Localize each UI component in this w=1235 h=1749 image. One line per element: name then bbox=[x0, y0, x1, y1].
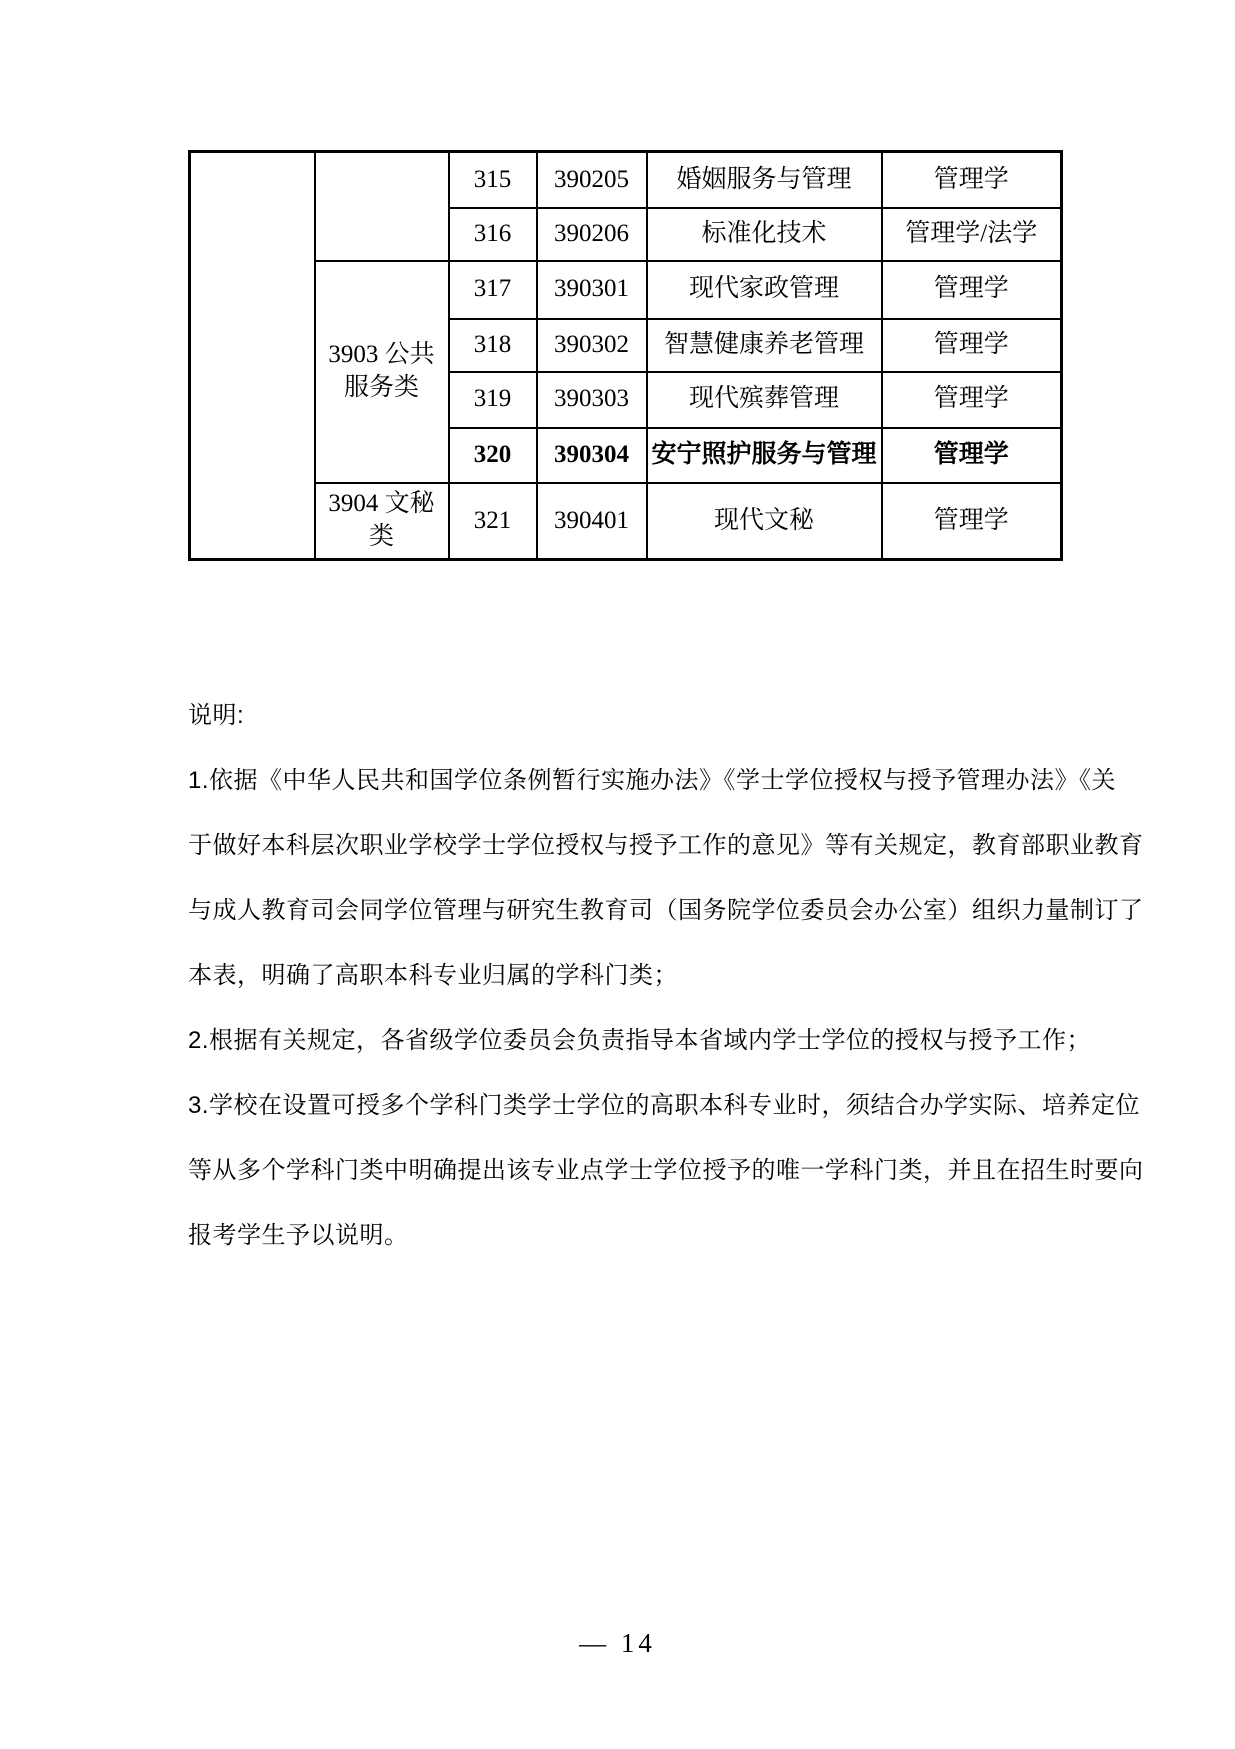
discipline-cell: 管理学 bbox=[882, 319, 1062, 372]
seq-cell: 317 bbox=[449, 261, 537, 319]
note-line: 于做好本科层次职业学校学士学位授权与授予工作的意见》等有关规定，教育部职业教育 bbox=[188, 832, 1144, 859]
discipline-cell: 管理学 bbox=[882, 261, 1062, 319]
code-cell: 390303 bbox=[537, 372, 647, 428]
seq-cell: 321 bbox=[449, 483, 537, 560]
code-cell: 390205 bbox=[537, 152, 647, 208]
discipline-cell: 管理学 bbox=[882, 372, 1062, 428]
seq-cell: 316 bbox=[449, 208, 537, 261]
note-line: 1.依据《中华人民共和国学位条例暂行实施办法》《学士学位授权与授予管理办法》《关 bbox=[188, 767, 1117, 794]
note-line: 报考学生予以说明。 bbox=[188, 1222, 409, 1249]
discipline-cell: 管理学 bbox=[882, 152, 1062, 208]
table-row bbox=[190, 152, 1062, 208]
group-label-line: 3903 公共 bbox=[328, 341, 435, 368]
major-cell: 安宁照护服务与管理 bbox=[647, 428, 882, 483]
seq-cell: 315 bbox=[449, 152, 537, 208]
discipline-cell: 管理学 bbox=[882, 428, 1062, 483]
spine-cell-empty bbox=[190, 152, 315, 560]
major-cell: 现代文秘 bbox=[647, 483, 882, 560]
note-line: 本表，明确了高职本科专业归属的学科门类； bbox=[188, 962, 678, 989]
seq-cell: 319 bbox=[449, 372, 537, 428]
page-number: — 14 bbox=[579, 1628, 656, 1658]
major-cell: 标准化技术 bbox=[647, 208, 882, 261]
note-line: 等从多个学科门类中明确提出该专业点学士学位授予的唯一学科门类，并且在招生时要向 bbox=[188, 1157, 1144, 1184]
notes-section bbox=[188, 683, 1144, 1268]
major-cell: 现代家政管理 bbox=[647, 261, 882, 319]
code-cell: 390301 bbox=[537, 261, 647, 319]
note-line: 2.根据有关规定，各省级学位委员会负责指导本省域内学士学位的授权与授予工作； bbox=[188, 1027, 1092, 1054]
note-line: 与成人教育司会同学位管理与研究生教育司（国务院学位委员会办公室）组织力量制订了 bbox=[188, 897, 1144, 924]
discipline-cell: 管理学/法学 bbox=[882, 208, 1062, 261]
code-cell: 390206 bbox=[537, 208, 647, 261]
table-row bbox=[190, 261, 1062, 319]
discipline-cell: 管理学 bbox=[882, 483, 1062, 560]
group-label-line: 服务类 bbox=[343, 373, 419, 401]
major-cell: 现代殡葬管理 bbox=[647, 372, 882, 428]
group-cell-3903 bbox=[315, 261, 449, 483]
seq-cell: 318 bbox=[449, 319, 537, 372]
group-label-line: 3904 文秘 bbox=[328, 490, 435, 518]
group-cell-3904 bbox=[315, 483, 449, 560]
major-cell: 婚姻服务与管理 bbox=[647, 152, 882, 208]
group-label-line: 类 bbox=[368, 522, 394, 550]
major-catalog-table bbox=[188, 150, 1063, 561]
table-row bbox=[190, 483, 1062, 560]
major-cell: 智慧健康养老管理 bbox=[647, 319, 882, 372]
note-line: 3.学校在设置可授多个学科门类学士学位的高职本科专业时，须结合办学实际、培养定位 bbox=[188, 1092, 1141, 1119]
notes-heading: 说明: bbox=[188, 702, 245, 729]
code-cell: 390304 bbox=[537, 428, 647, 483]
group-cell-empty bbox=[315, 152, 449, 261]
code-cell: 390401 bbox=[537, 483, 647, 560]
code-cell: 390302 bbox=[537, 319, 647, 372]
seq-cell: 320 bbox=[449, 428, 537, 483]
